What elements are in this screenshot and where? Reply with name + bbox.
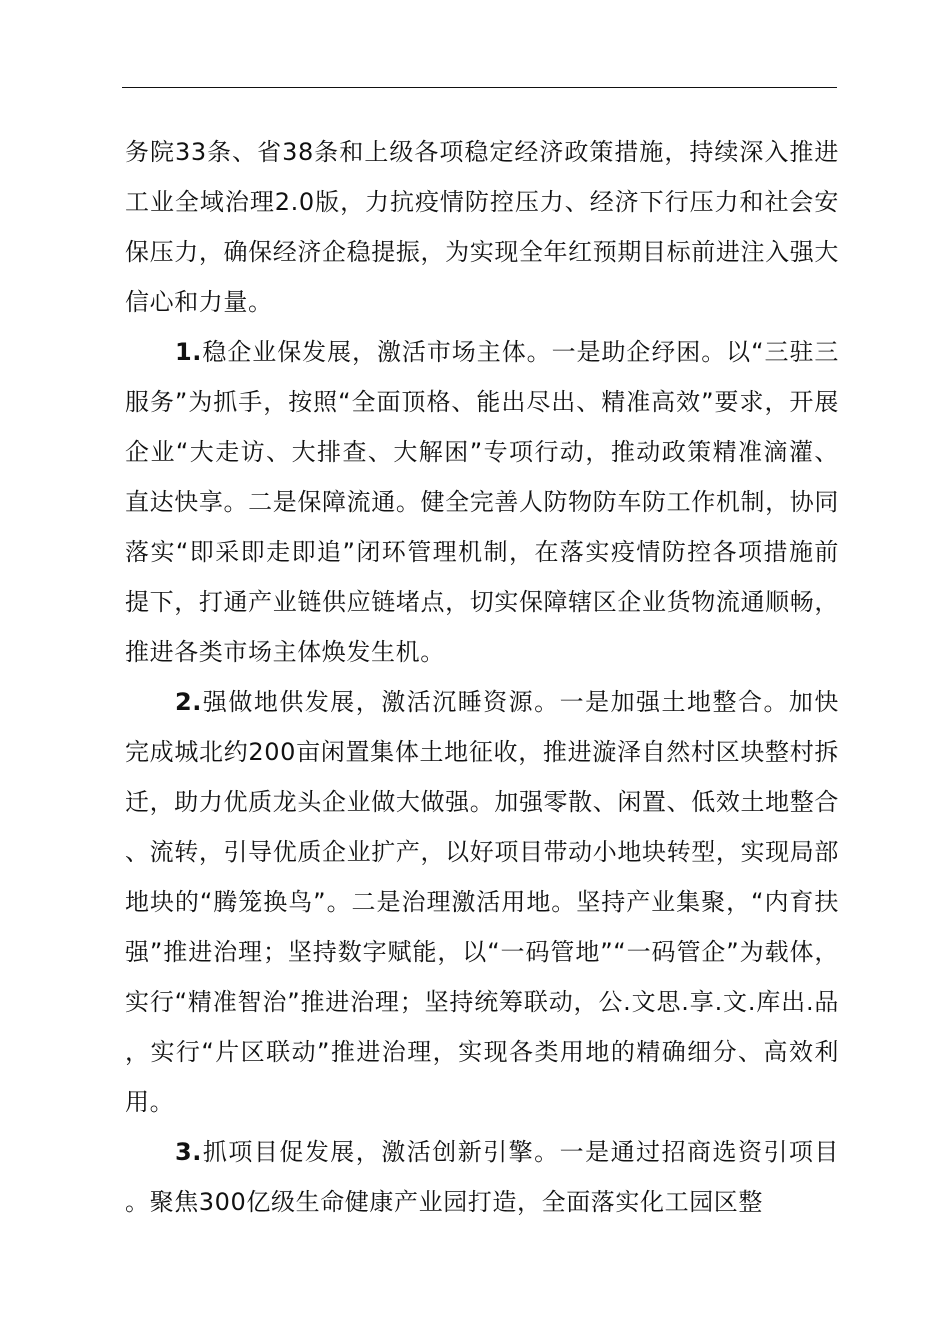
- paragraph-text: 稳企业保发展，激活市场主体。一是助企纾困。以“三驻三服务”为抓手，按照“全面顶格、能出尽出、精准高效”要求，开展企业“大走访、大排查、大解困”专项行动，推动政策精准滴灌、直达快享。二是保障流通。健全完善人防物防车防工作机制，协同落实“即采即走即追”闭环管理机制，在落实疫情防控各项措施前提下，打通产业链供应链堵点，切实保障辖区企业货物流通顺畅，推进各类市场主体焕发生机。: [125, 338, 839, 666]
- header-rule: [122, 87, 837, 88]
- paragraph-number: 3.: [175, 1138, 203, 1166]
- paragraph-3: [125, 1127, 839, 1227]
- paragraph-number: 1.: [175, 338, 203, 366]
- paragraph-continued: [125, 127, 839, 327]
- paragraph-2: [125, 677, 839, 1127]
- paragraph-number: 2.: [175, 688, 203, 716]
- document-body: [125, 127, 839, 1227]
- paragraph-text: 务院33条、省38条和上级各项稳定经济政策措施，持续深入推进工业全域治理2.0版，力抗疫情防控压力、经济下行压力和社会安保压力，确保经济企稳提振，为实现全年红预期目标前进注入强大信心和力量。: [125, 138, 839, 316]
- paragraph-text: 强做地供发展，激活沉睡资源。一是加强土地整合。加快完成城北约200亩闲置集体土地征收，推进漩泽自然村区块整村拆迁，助力优质龙头企业做大做强。加强零散、闲置、低效土地整合、流转，引导优质企业扩产，以好项目带动小地块转型，实现局部地块的“腾笼换鸟”。二是治理激活用地。坚持产业集聚，“内育扶强”推进治理；坚持数字赋能，以“一码管地”“一码管企”为载体，实行“精准智治”推进治理；坚持统筹联动，公.文思.享.文.库出.品，实行“片区联动”推进治理，实现各类用地的精确细分、高效利用。: [125, 688, 840, 1116]
- paragraph-text: 抓项目促发展，激活创新引擎。一是通过招商选资引项目。聚焦300亿级生命健康产业园打造，全面落实化工园区整: [125, 1138, 839, 1216]
- paragraph-1: [125, 327, 839, 677]
